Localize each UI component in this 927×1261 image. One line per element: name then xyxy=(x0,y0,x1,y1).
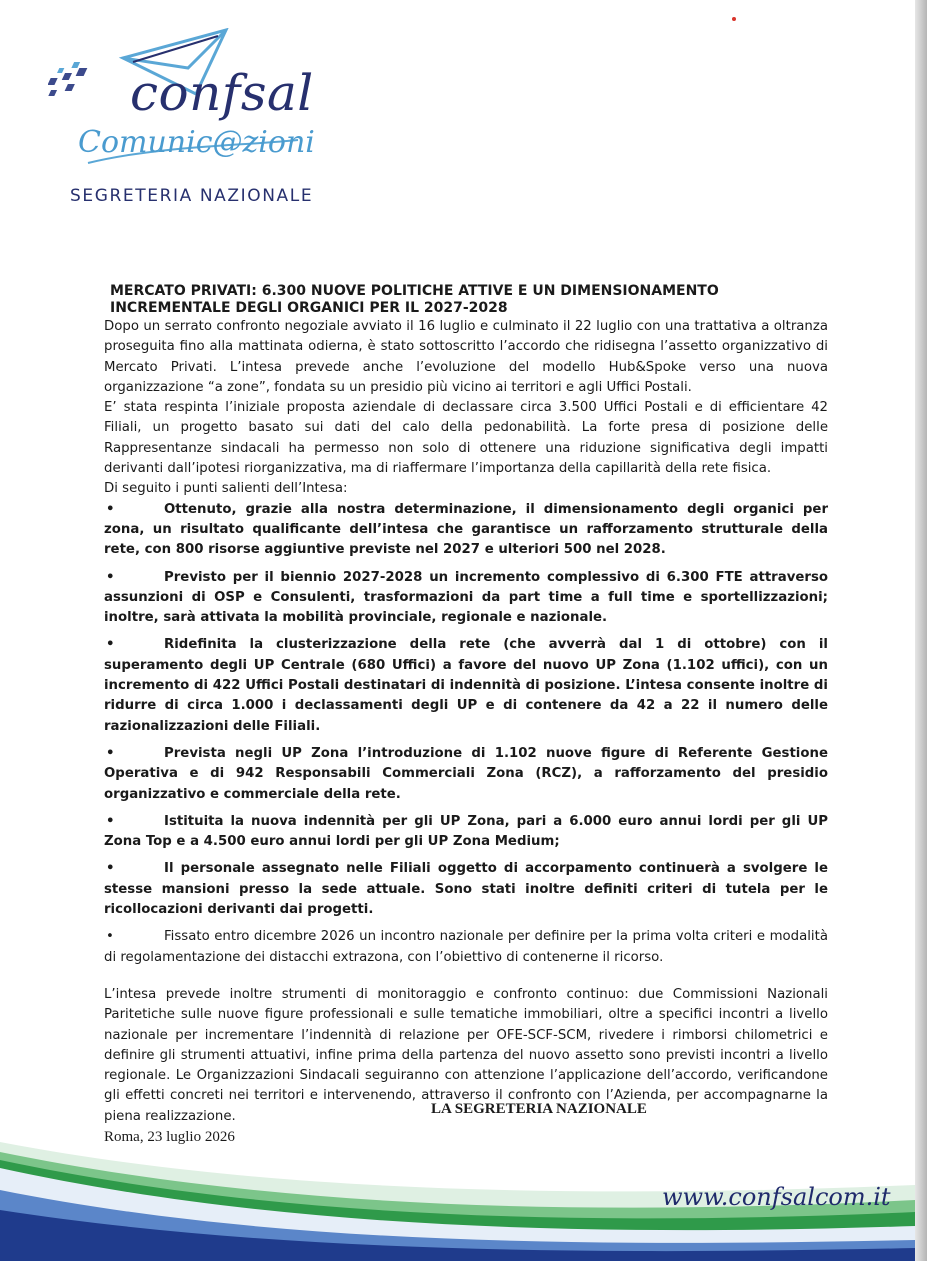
document-title xyxy=(104,283,828,317)
bullet-text: Prevista negli UP Zona l’introduzione di 1.102 nuove figure di Referente Gestione Operativa e di 942 Responsabili Commerciali Zona (RCZ), a rafforzamento del presidio organizzativo e commerciale della rete. xyxy=(104,745,828,802)
bullet-dot: • xyxy=(106,569,115,585)
red-mark xyxy=(732,17,736,21)
points-intro: Di seguito i punti salienti dell’Intesa: xyxy=(104,481,348,497)
bullet-item xyxy=(104,635,828,736)
logo-department-text: SEGRETERIA NAZIONALE xyxy=(70,186,314,206)
logo-subbrand-text: Comunic@zioni xyxy=(78,125,315,160)
website-link[interactable]: www.confsalcom.it xyxy=(662,1183,891,1211)
bullet-item xyxy=(104,744,828,805)
intro-paragraph: Dopo un serrato confronto negoziale avviato il 16 luglio e culminato il 22 luglio con una trattativa a oltranza proseguita fino alla mattinata odierna, è stato sottoscritto l’accordo che ridisegna l’assetto organizzativo di Mercato Privati. L’intesa prevede anche l’evoluzione del modello Hub&Spoke verso una nuova organizzazione “a zone”, fondata su un presidio più vicino ai territori e agli Uffici Postali. xyxy=(104,319,828,395)
bullet-dot: • xyxy=(106,745,115,761)
bullet-dot: • xyxy=(106,813,115,829)
bullet-item xyxy=(104,500,828,561)
bullet-item xyxy=(104,812,828,853)
page-edge-shadow xyxy=(915,0,927,1261)
bullet-text: Ottenuto, grazie alla nostra determinazione, il dimensionamento degli organici per zona, un risultato qualificante dell’intesa che garantisce un rafforzamento strutturale della rete, con 800 risorse aggiuntive previste nel 2027 e ulteriori 500 nel 2028. xyxy=(104,501,828,558)
bullet-text: Fissato entro dicembre 2026 un incontro nazionale per definire per la prima volta criteri e modalità di regolamentazione dei distacchi extrazona, con l’obiettivo di contenerne il ricorso. xyxy=(104,929,828,965)
closing-paragraph: L’intesa prevede inoltre strumenti di monitoraggio e confronto continuo: due Commissioni Nazionali Paritetiche sulle nuove figure professionali e sulle tematiche immobiliari, oltre a specifici incontri a livello nazionale per incrementare l’indennità di relazione per OFE-SCF-SCM, rivedere i rimborsi chilometrici e definire gli strumenti attuativi, infine prima della partenza del nuovo assetto sono previsti incontri a livello regionale. Le Organizzazioni Sindacali seguiranno con attenzione l’applicazione dell’accordo, verificandone gli effetti concreti nei territori e intervenendo, attraverso il confronto con l’Azienda, per accompagnarne la piena realizzazione. xyxy=(104,986,828,1124)
bullet-text: Istituita la nuova indennità per gli UP Zona, pari a 6.000 euro annui lordi per gli UP Zona Top e a 4.500 euro annui lordi per gli UP Zona Medium; xyxy=(104,813,828,850)
bullet-dot: • xyxy=(106,637,115,653)
title-line-1: MERCATO PRIVATI: 6.300 NUOVE POLITICHE ATTIVE E UN DIMENSIONAMENTO xyxy=(110,283,719,299)
bullet-text: Ridefinita la clusterizzazione della rete (che avverrà dal 1 di ottobre) con il superamento degli UP Centrale (680 Uffici) a favore del nuovo UP Zona (1.102 uffici), con un incremento di 422 Uffici Postali destinatari di indennità di posizione. L’intesa consente inoltre di ridurre di circa 1.000 i declassamenti degli UP e di contenere da 42 a 22 il numero delle razionalizzazioni delle Filiali. xyxy=(104,637,828,734)
document-body xyxy=(104,283,828,1147)
place-date: Roma, 23 luglio 2026 xyxy=(104,1128,235,1145)
bullet-item xyxy=(104,568,828,629)
title-line-2: INCREMENTALE DEGLI ORGANICI PER IL 2027-2028 xyxy=(110,300,508,316)
second-paragraph: E’ stata respinta l’iniziale proposta aziendale di declassare circa 3.500 Uffici Postali e di efficientare 42 Filiali, un progetto basato sui dati del calo della pedonabilità. La forte presa di posizione delle Rappresentanze sindacali ha permesso non solo di ottenere una riduzione significativa degli impatti derivanti dall’ipotesi riorganizzativa, ma di riaffermare l’importanza della capillarità della rete fisica. xyxy=(104,400,828,477)
confsal-logo xyxy=(48,28,348,218)
bullet-dot: • xyxy=(106,861,115,877)
bullet-text: Previsto per il biennio 2027-2028 un incremento complessivo di 6.300 FTE attraverso assunzioni di OSP e Consulenti, trasformazioni da part time a full time e sportellizzazioni; inoltre, sarà attivata la mobilità provinciale, regionale e nazionale. xyxy=(104,569,828,626)
logo-brand-text: confsal xyxy=(130,64,314,122)
bullet-item xyxy=(104,859,828,920)
bullet-dot: • xyxy=(106,501,115,517)
bullet-text: Il personale assegnato nelle Filiali oggetto di accorpamento continuerà a svolgere le stesse mansioni presso la sede attuale. Sono stati inoltre definiti criteri di tutela per le ricollocazioni derivanti dai progetti. xyxy=(104,861,828,918)
bullet-item xyxy=(104,927,828,968)
bullet-dot: • xyxy=(106,929,114,945)
signature: LA SEGRETERIA NAZIONALE xyxy=(431,1101,647,1117)
